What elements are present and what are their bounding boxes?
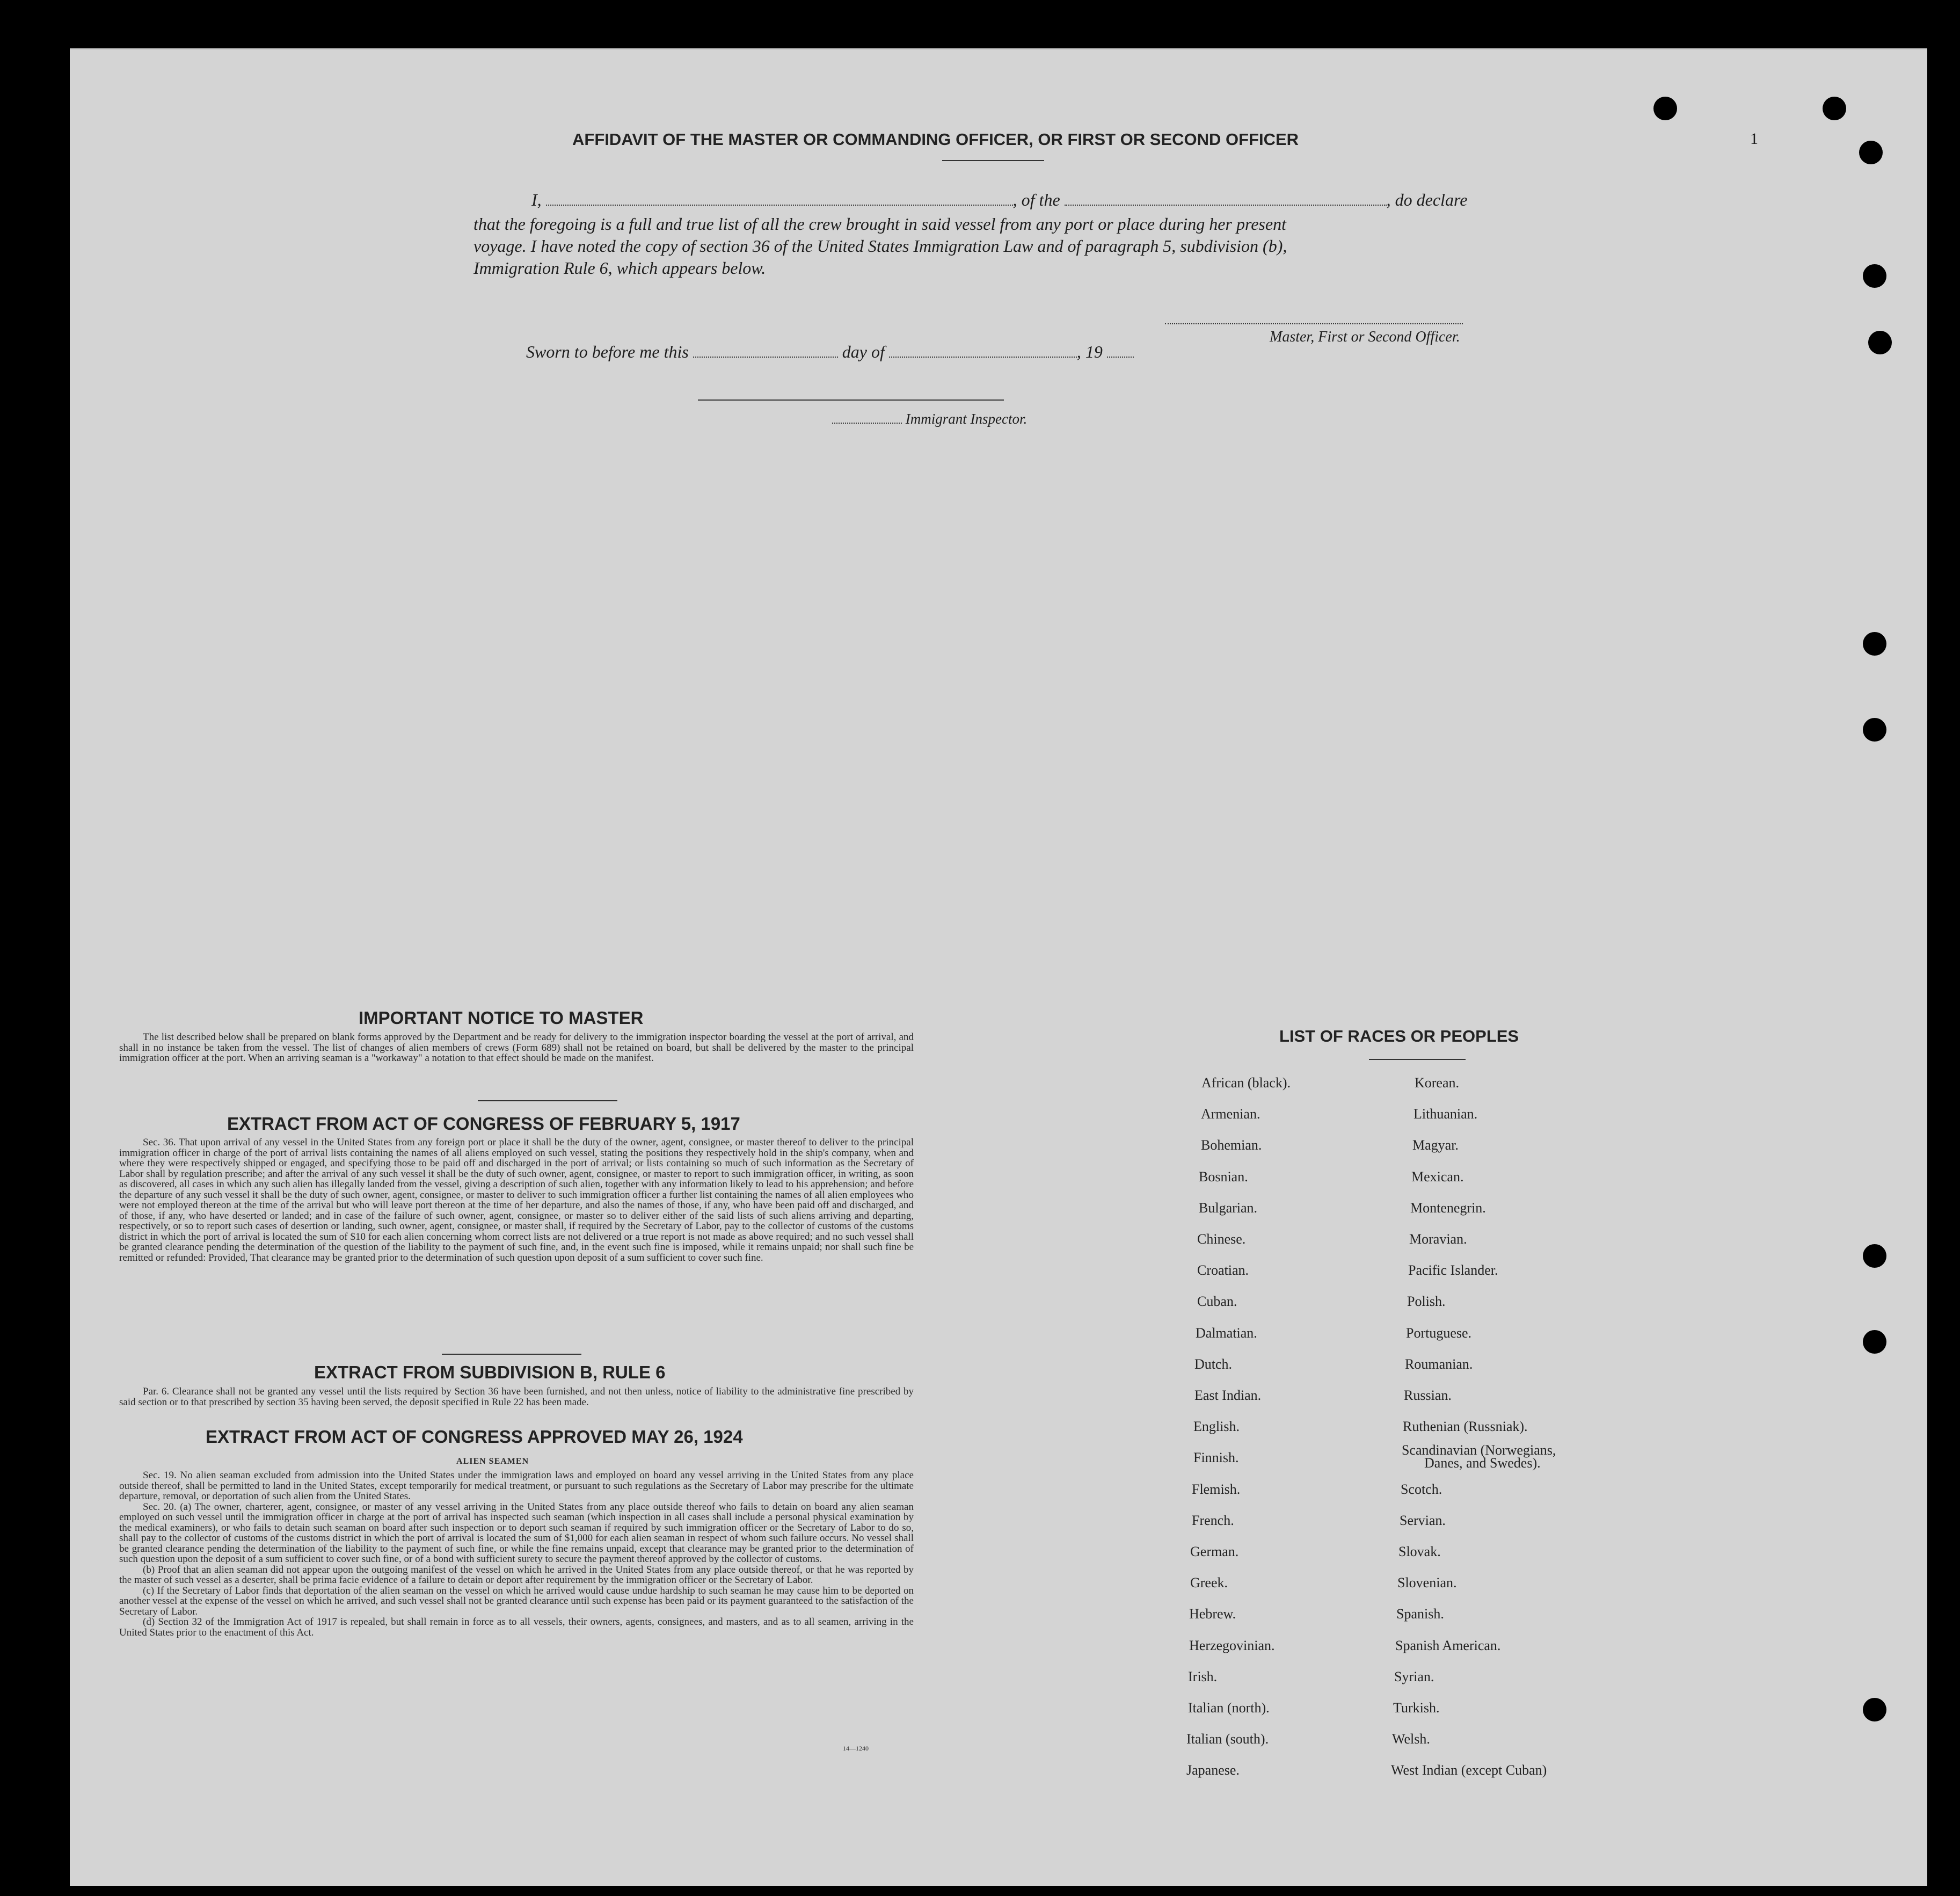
race-item: Flemish. bbox=[1192, 1481, 1241, 1497]
race-item: Russian. bbox=[1404, 1388, 1452, 1403]
affidavit-line-1 bbox=[531, 190, 1467, 210]
punch-hole bbox=[1863, 632, 1886, 656]
race-item: Pacific Islander. bbox=[1408, 1262, 1498, 1278]
page-number: 1 bbox=[1750, 130, 1758, 148]
race-item: Finnish. bbox=[1193, 1450, 1239, 1466]
race-item: Magyar. bbox=[1412, 1137, 1459, 1153]
sworn-label: Sworn to before me this bbox=[526, 342, 689, 361]
race-item: Japanese. bbox=[1186, 1762, 1240, 1778]
extract-rule6-body: Par. 6. Clearance shall not be granted any vessel until the lists required by Section 36 have been furnished, and not then unless, notice of liability to the administrative fine prescribed by said section or to that prescribed by section 35 having been served, the deposit specified in Rule 22 has been made. bbox=[119, 1386, 914, 1408]
form-number: 14—1240 bbox=[843, 1745, 869, 1752]
race-item: East Indian. bbox=[1194, 1388, 1262, 1403]
affidavit-line-3: voyage. I have noted the copy of section 36 of the United States Immigration Law and of paragraph 5, subdivision (b), bbox=[473, 236, 1287, 256]
extract-1917-title: EXTRACT FROM ACT OF CONGRESS OF FEBRUARY 5, 1917 bbox=[227, 1114, 740, 1134]
race-item: Moravian. bbox=[1409, 1231, 1467, 1247]
punch-hole bbox=[1859, 141, 1883, 164]
race-item: Turkish. bbox=[1393, 1700, 1440, 1716]
punch-hole bbox=[1863, 264, 1886, 288]
race-item: Armenian. bbox=[1201, 1106, 1260, 1122]
race-item: Hebrew. bbox=[1189, 1606, 1236, 1622]
race-item: Irish. bbox=[1188, 1668, 1218, 1684]
race-item: Polish. bbox=[1407, 1294, 1446, 1310]
notice-body: The list described below shall be prepared on blank forms approved by the Department and be ready for delivery to the immigration inspector boarding the vessel at the port of arrival, and shall in no instance be taken from the vessel. The list of changes of alien members of crews (Form 689) shall not be retained on board, but shall be delivered by the master to the principal immigration officer at the port. When an arriving seaman is a "workaway" a notation to that effect should be made on the manifest. bbox=[119, 1031, 914, 1064]
race-item: Greek. bbox=[1190, 1575, 1228, 1591]
extract-1924-title: EXTRACT FROM ACT OF CONGRESS APPROVED MAY 26, 1924 bbox=[206, 1427, 743, 1447]
affidavit-line-2: that the foregoing is a full and true list of all the crew brought in said vessel from any port or place during her present bbox=[473, 214, 1286, 234]
race-item: Croatian. bbox=[1197, 1262, 1249, 1278]
punch-hole bbox=[1863, 1244, 1886, 1268]
document-page bbox=[70, 48, 1927, 1886]
race-item: Bulgarian. bbox=[1199, 1200, 1258, 1216]
year-label: , 19 bbox=[1076, 342, 1103, 361]
race-item: Spanish. bbox=[1396, 1606, 1444, 1622]
race-item: Chinese. bbox=[1197, 1231, 1246, 1247]
master-signature-caption: Master, First or Second Officer. bbox=[1270, 329, 1460, 345]
officer-name-field[interactable] bbox=[546, 205, 1013, 206]
race-item: Italian (south). bbox=[1186, 1731, 1269, 1747]
punch-hole bbox=[1823, 97, 1846, 120]
extract-1924-body bbox=[119, 1470, 914, 1638]
divider bbox=[442, 1354, 581, 1355]
signature-line[interactable] bbox=[1165, 323, 1463, 324]
race-item-continuation: Danes, and Swedes). bbox=[1424, 1455, 1541, 1471]
race-item: Montenegrin. bbox=[1410, 1200, 1486, 1216]
sec20b-paragraph: (b) Proof that an alien seaman did not appear upon the outgoing manifest of the vessel on which he arrived in the United States from any place outside thereof, or that he was reported by the master of such vessel as a deserter, shall be prima facie evidence of a failure to detain or deport after requirement by the immigration officer or the Secretary of Labor. bbox=[119, 1564, 914, 1586]
race-item: African (black). bbox=[1201, 1075, 1291, 1091]
race-item: West Indian (except Cuban) bbox=[1391, 1762, 1547, 1778]
punch-hole bbox=[1863, 1698, 1886, 1721]
inspector-caption: Immigrant Inspector. bbox=[905, 411, 1028, 427]
race-item: Korean. bbox=[1415, 1075, 1460, 1091]
races-title: LIST OF RACES OR PEOPLES bbox=[1279, 1027, 1519, 1045]
race-item: Bohemian. bbox=[1201, 1137, 1262, 1153]
race-item: Cuban. bbox=[1197, 1294, 1237, 1310]
month-field[interactable] bbox=[889, 357, 1077, 358]
race-item: Portuguese. bbox=[1406, 1325, 1472, 1341]
vessel-name-field[interactable] bbox=[1065, 205, 1387, 206]
race-item: German. bbox=[1190, 1544, 1239, 1559]
of-the-label: , of the bbox=[1012, 190, 1060, 209]
sec19-paragraph: Sec. 19. No alien seaman excluded from admission into the United States under the immigration laws and employed on board any vessel arriving in the United States from any place outside thereof, shall be permitted to land in the United States, except temporarily for medical treatment, or pursuant to such regulations as the Secretary of Labor may prescribe for the ultimate departure, removal, or deportation of such alien from the United States. bbox=[119, 1470, 914, 1502]
sec20c-paragraph: (c) If the Secretary of Labor finds that deportation of the alien seaman on the vessel on which he arrived would cause undue hardship to such seaman he may cause him to be deported on another vessel at the expense of the vessel on which he arrived, and such vessel shall not be granted clearance until such expense has been paid or its payment guaranteed to the satisfaction of the Secretary of Labor. bbox=[119, 1585, 914, 1617]
notice-title: IMPORTANT NOTICE TO MASTER bbox=[359, 1008, 644, 1028]
race-item: Welsh. bbox=[1392, 1731, 1430, 1747]
affidavit-line-4: Immigration Rule 6, which appears below. bbox=[473, 258, 766, 278]
race-item: Syrian. bbox=[1394, 1668, 1434, 1684]
race-item: French. bbox=[1192, 1512, 1234, 1528]
extract-1917-body: Sec. 36. That upon arrival of any vessel in the United States from any foreign port or place it shall be the duty of the owner, agent, consignee, or master thereof to deliver to the principal immigration officer in charge of the port of arrival lists containing the names of all aliens employed on such vessel, stating the positions they respectively hold in the ship's company, when and where they were respectively shipped or engaged, and specifying those to be paid off and discharged in the port of arrival; or lists containing so much of such information as the Secretary of Labor shall by regulation prescribe; and after the arrival of any such vessel it shall be the duty of such owner, agent, consignee, or master to report to such immigration officer, in writing, as soon as discovered, all cases in which any such alien has illegally landed from the vessel, giving a description of such alien, together with any information likely to lead to his apprehension; and before the departure of any such vessel it shall be the duty of such owner, agent, consignee, or master to deliver to such immigration officer a further list containing the names of all alien employees who were not employed thereon at the time of the arrival but who will leave port thereon at the time of her departure, and also the names of those, if any, who have been paid off and discharged, and of those, if any, who have deserted or landed; and in case of the failure of such owner, agent, consignee, or master so to deliver either of the said lists of such aliens arriving and departing, respectively, or so to report such cases of desertion or landing, such owner, agent, consignee, or master shall, if required by the Secretary of Labor, pay to the collector of customs of the customs district in which the port of arrival is located the sum of $10 for each alien concerning whom correct lists are not delivered or a true report is not made as above required; and no such vessel shall be granted clearance pending the determination of the question of the liability to the payment of such fine, and, in the event such fine is imposed, while it remains unpaid; nor shall such fine be remitted or refunded: Provided, That clearance may be granted prior to the determination of such question upon deposit of a sum sufficient to cover such fine. bbox=[119, 1137, 914, 1263]
race-item: English. bbox=[1193, 1419, 1240, 1435]
race-item: Mexican. bbox=[1411, 1168, 1464, 1185]
divider bbox=[478, 1100, 617, 1101]
punch-hole bbox=[1863, 718, 1886, 742]
inspector-field[interactable] bbox=[832, 423, 902, 424]
race-item: Servian. bbox=[1400, 1512, 1446, 1528]
extract-rule6-title: EXTRACT FROM SUBDIVISION B, RULE 6 bbox=[314, 1362, 666, 1382]
race-item: Scandinavian (Norwegians, bbox=[1402, 1442, 1556, 1458]
declare-label: , do declare bbox=[1386, 190, 1468, 209]
punch-hole bbox=[1653, 97, 1677, 120]
sec20a-paragraph: Sec. 20. (a) The owner, charterer, agent, consignee, or master of any vessel arriving in the United States from any place outside thereof who fails to detain on board any alien seaman employed on such vessel until the immigration officer in charge at the port of arrival has inspected such seaman (which inspection in all cases shall include a personal physical examination by the medical examiners), or who fails to detain such seaman on board after such inspection or to deport such seaman if required by such immigration officer or the Secretary of Labor to do so, shall pay to the collector of customs of the customs district in which the port of arrival is located the sum of $1,000 for each alien seaman in respect of whom such failure occurs. No vessel shall be granted clearance pending the determination of the liability to the payment of such fine, or while the fine remains unpaid, except that clearance may be granted prior to the determination of such question upon the deposit of a sum sufficient to cover such fine, or of a bond with sufficient surety to secure the payment thereof approved by the collector of customs. bbox=[119, 1501, 914, 1565]
sworn-line bbox=[526, 342, 1134, 362]
race-item: Ruthenian (Russniak). bbox=[1403, 1419, 1528, 1435]
punch-hole bbox=[1868, 331, 1892, 354]
i-label: I, bbox=[531, 190, 542, 209]
race-item: Italian (north). bbox=[1188, 1700, 1270, 1716]
extract-1924-subtitle: ALIEN SEAMEN bbox=[456, 1457, 529, 1466]
race-item: Herzegovinian. bbox=[1189, 1637, 1275, 1653]
divider bbox=[1369, 1059, 1466, 1060]
affidavit-title: AFFIDAVIT OF THE MASTER OR COMMANDING OFFICER, OR FIRST OR SECOND OFFICER bbox=[572, 130, 1299, 149]
inspector-line bbox=[832, 411, 1027, 427]
race-item: Spanish American. bbox=[1395, 1637, 1501, 1653]
sec20d-paragraph: (d) Section 32 of the Immigration Act of 1917 is repealed, but shall remain in force as to all vessels, their owners, agents, consignees, and masters, and as to all seamen, arriving in the United States prior to the enactment of this Act. bbox=[119, 1616, 914, 1638]
day-of-label: day of bbox=[842, 342, 885, 361]
year-field[interactable] bbox=[1107, 357, 1134, 358]
race-item: Roumanian. bbox=[1405, 1356, 1473, 1372]
divider bbox=[942, 160, 1044, 161]
race-item: Lithuanian. bbox=[1413, 1106, 1478, 1122]
race-item: Dalmatian. bbox=[1196, 1325, 1257, 1341]
inspector-signature-line[interactable] bbox=[698, 399, 1004, 401]
race-item: Dutch. bbox=[1194, 1356, 1233, 1372]
race-item: Bosnian. bbox=[1199, 1168, 1248, 1185]
race-item: Scotch. bbox=[1401, 1481, 1442, 1497]
punch-hole bbox=[1863, 1330, 1886, 1354]
race-item: Slovak. bbox=[1398, 1544, 1441, 1559]
day-field[interactable] bbox=[693, 357, 838, 358]
race-item: Slovenian. bbox=[1397, 1575, 1457, 1591]
